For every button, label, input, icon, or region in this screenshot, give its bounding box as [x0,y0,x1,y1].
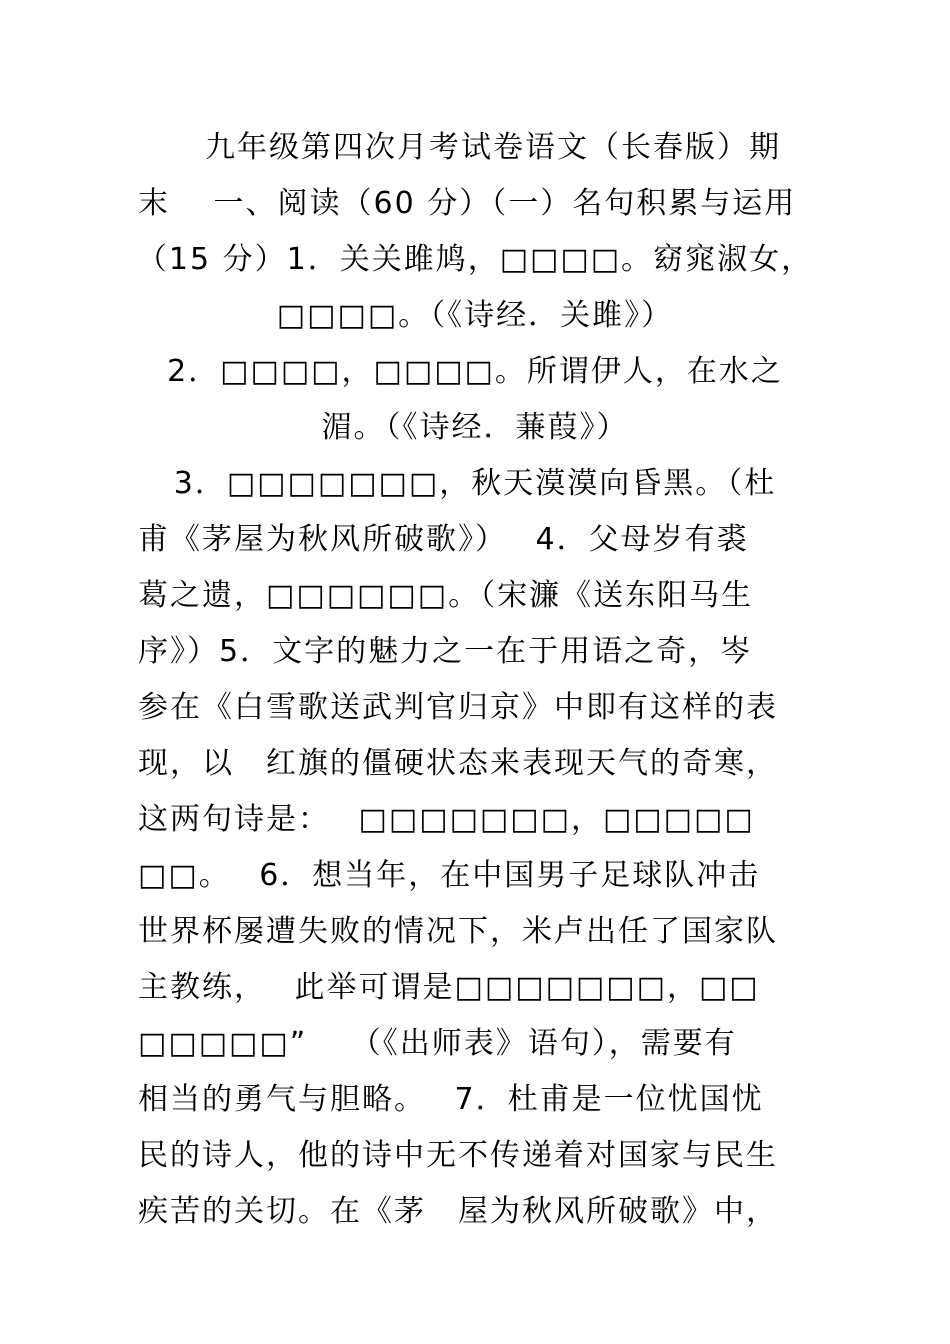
text-line: 湄。（《诗经．蒹葭》） [321,410,629,445]
text-line: 世界杯屡遭失败的情况下，米卢出任了国家队 [138,914,778,949]
text-line: 葛之遗，□□□□□□。（宋濂《送东阳马生 [138,578,754,613]
text-line: 参在《白雪歌送武判官归京》中即有这样的表 [138,690,778,725]
text-line: □□。 6．想当年，在中国男子足球队冲击 [138,858,761,893]
text-line-title: 九年级第四次月考试卷语文（长春版）期 [205,130,781,165]
text-line: 民的诗人，他的诗中无不传递着对国家与民生 [138,1138,778,1173]
text-line: □□□□。（《诗经．关雎》） [276,298,674,333]
text-line: 相当的勇气与胆略。 7．杜甫是一位忧国忧 [138,1082,764,1117]
text-line: 序》）5．文字的魅力之一在于用语之奇，岑 [138,634,753,669]
text-line: 这两句诗是： □□□□□□□，□□□□□ [138,802,755,837]
text-line: 3．□□□□□□□，秋天漠漠向昏黑。（杜 [173,466,777,501]
text-line: 疾苦的关切。在《茅 屋为秋风所破歌》中， [138,1194,778,1229]
text-line: □□□□□” （《出师表》语句），需要有 [138,1026,737,1061]
text-line: 现，以 红旗的僵硬状态来表现天气的奇寒， [138,746,778,781]
text-line: 末 一、阅读（60 分）（一）名句积累与运用 [138,186,797,221]
text-line: 甫《茅屋为秋风所破歌》） 4．父母岁有裘 [138,522,749,557]
text-line: 主教练， 此举可谓是□□□□□□□，□□ [138,970,760,1005]
text-line: （15 分）1．关关雎鸠，□□□□。窈窕淑女， [136,242,814,277]
text-line: 2．□□□□，□□□□。所谓伊人，在水之 [167,354,783,389]
